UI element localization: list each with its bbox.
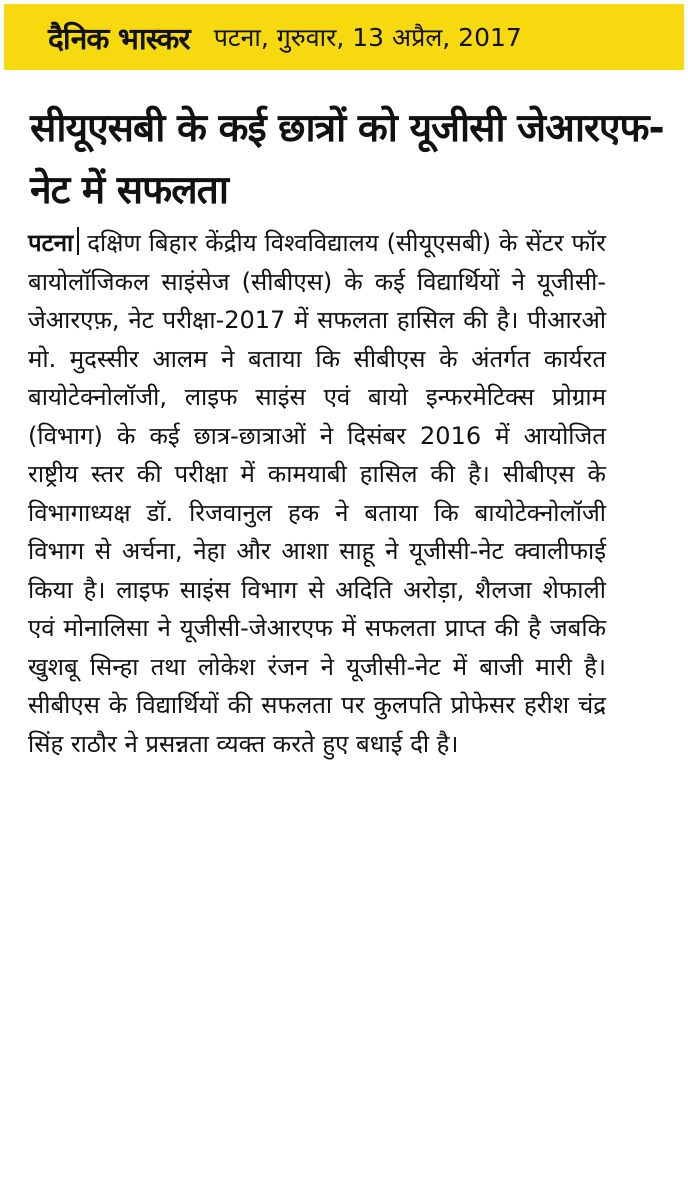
place-label: पटना — [28, 229, 74, 257]
article-text: दक्षिण बिहार केंद्रीय विश्वविद्यालय (सीयूएसबी) के सेंटर फॉर बायोलॉजिकल साइंसेज (सीबीएस) के कई विद्यार्थियों ने यूजीसी- जेआरएफ़, नेट परीक्षा-2017 में सफलता हासिल की है। पीआरओ मो. मुदस्सीर आलम ने बताया कि सीबीएस के अंतर्गत कार्यरत बायोटेक्नोलॉजी, लाइफ साइंस एवं बायो इन्फरमेटिक्स प्रोग्राम (विभाग) के कई छात्र-छात्राओं ने दिसंबर 2016 में आयोजित राष्ट्रीय स्तर की परीक्षा में कामयाबी हासिल की है। सीबीएस के विभागाध्यक्ष डॉ. रिजवानुल हक ने बताया कि बायोटेक्नोलॉजी विभाग से अर्चना, नेहा और आशा साहू ने यूजीसी-नेट क्वालीफाई किया है। लाइफ साइंस विभाग से अदिति अरोड़ा, शैलजा शेफाली एवं मोनालिसा ने यूजीसी-जेआरएफ में सफलता प्राप्त की है जबकि खुशबू सिन्हा तथा लोकेश रंजन ने यूजीसी-नेट में बाजी मारी है। सीबीएस के विद्यार्थियों की सफलता पर कुलपति प्रोफेसर हरीश चंद्र सिंह राठौर ने प्रसन्नता व्यक्त करते हुए बधाई दी है। — [28, 229, 606, 758]
masthead-banner — [4, 4, 684, 70]
article-headline: सीयूएसबी के कई छात्रों को यूजीसी जेआरएफ-नेट में सफलता — [30, 106, 664, 213]
place-separator — [77, 227, 79, 255]
newspaper-logo: दैनिक भास्कर — [48, 21, 190, 57]
dateline: पटना, गुरुवार, 13 अप्रैल, 2017 — [213, 23, 522, 52]
article-body — [28, 224, 606, 763]
